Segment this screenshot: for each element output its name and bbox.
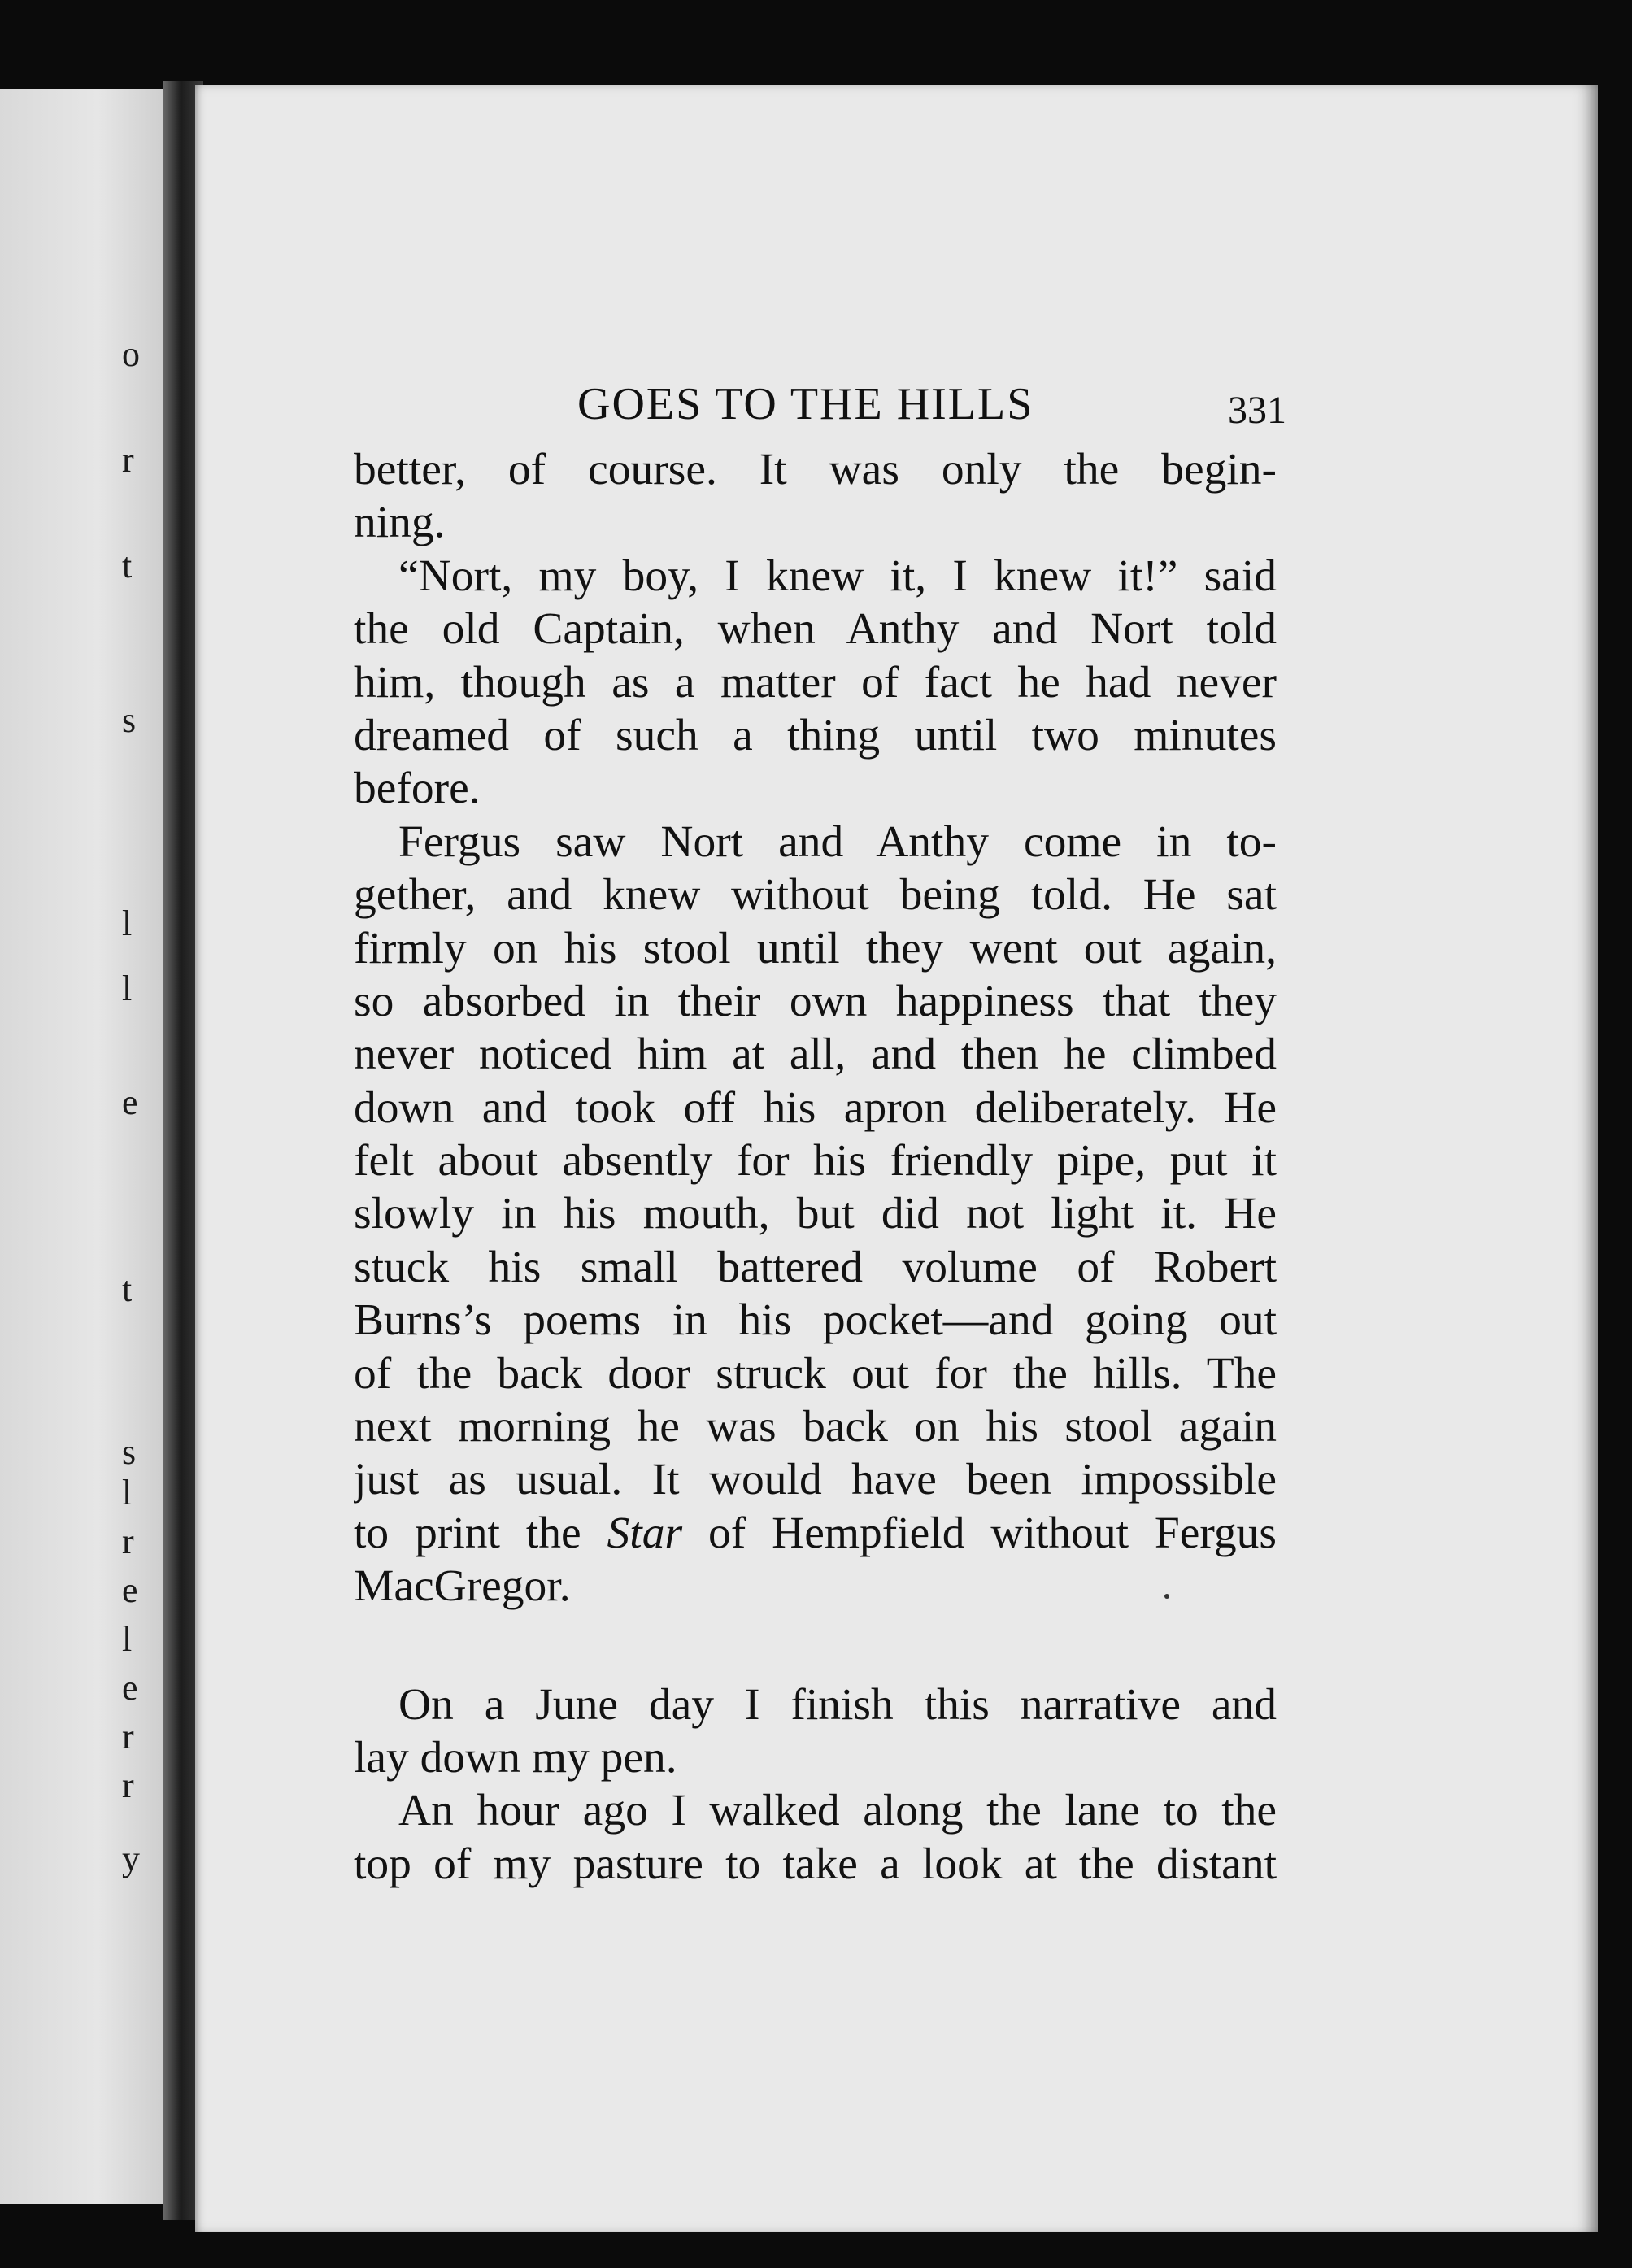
text-line: before. (354, 764, 481, 814)
text-line: gether, and knew without being told. He sat (354, 870, 1277, 921)
body-text (354, 443, 1277, 1891)
facing-page-char: r (122, 1765, 134, 1805)
book-page (195, 85, 1598, 2232)
text-line: just as usual. It would have been impossible (354, 1455, 1277, 1505)
text-line: him, though as a matter of fact he had never (354, 657, 1277, 707)
running-head (195, 378, 1598, 443)
page-number: 331 (1228, 389, 1286, 432)
facing-page-char: t (122, 1269, 133, 1309)
section-break (354, 1613, 1277, 1678)
facing-page-char: y (122, 1839, 140, 1878)
text-line: next morning he was back on his stool again (354, 1402, 1277, 1452)
text-line: of the back door struck out for the hills. The (354, 1348, 1277, 1399)
facing-page-char: r (122, 440, 134, 480)
facing-page-char: r (122, 1717, 134, 1757)
text-line: “Nort, my boy, I knew it, I knew it!” said (398, 551, 1277, 601)
text-line: dreamed of such a thing until two minutes (354, 710, 1277, 760)
text-line: to print the Star of Hempfield without Fergus (354, 1508, 1277, 1558)
text-line: An hour ago I walked along the lane to the (398, 1786, 1277, 1836)
text-line: firmly on his stool until they went out again, (354, 923, 1277, 973)
newspaper-title: Star (607, 1508, 683, 1558)
facing-page-char: s (122, 700, 137, 740)
text-line: stuck his small battered volume of Robert (354, 1242, 1277, 1292)
text-line: Fergus saw Nort and Anthy come in to- (398, 816, 1277, 867)
facing-page-char: l (122, 969, 133, 1008)
text-line: top of my pasture to take a look at the distant (354, 1839, 1277, 1889)
text-line: never noticed him at all, and then he climbed (354, 1030, 1277, 1080)
text-line: the old Captain, when Anthy and Nort told (354, 604, 1277, 655)
facing-page-char: t (122, 546, 133, 586)
text-line: lay down my pen. (354, 1732, 677, 1783)
facing-page-char: s (122, 1432, 137, 1472)
facing-page-char: l (122, 903, 133, 943)
text-line: MacGregor. (354, 1561, 571, 1612)
text-line: Burns’s poems in his pocket—and going out (354, 1295, 1277, 1346)
text-line: so absorbed in their own happiness that they (354, 976, 1277, 1026)
facing-page-char: e (122, 1668, 138, 1708)
facing-page-char: l (122, 1473, 133, 1513)
ink-speck (1164, 1594, 1169, 1599)
facing-page-char: r (122, 1521, 134, 1561)
facing-page-char: e (122, 1570, 138, 1610)
text-line: felt about absently for his friendly pipe, put it (354, 1136, 1277, 1186)
text-line: better, of course. It was only the begin- (354, 445, 1277, 494)
text-line: ning. (354, 498, 446, 548)
text-line: slowly in his mouth, but did not light it. He (354, 1189, 1277, 1239)
running-title: GOES TO THE HILLS (577, 379, 1034, 429)
text-line: On a June day I finish this narrative and (398, 1679, 1277, 1730)
facing-page-char: o (122, 334, 140, 374)
facing-page-edge (0, 89, 163, 2204)
facing-page-char: l (122, 1619, 133, 1659)
text-line: down and took off his apron deliberately. He (354, 1082, 1277, 1133)
facing-page-char: e (122, 1082, 138, 1122)
